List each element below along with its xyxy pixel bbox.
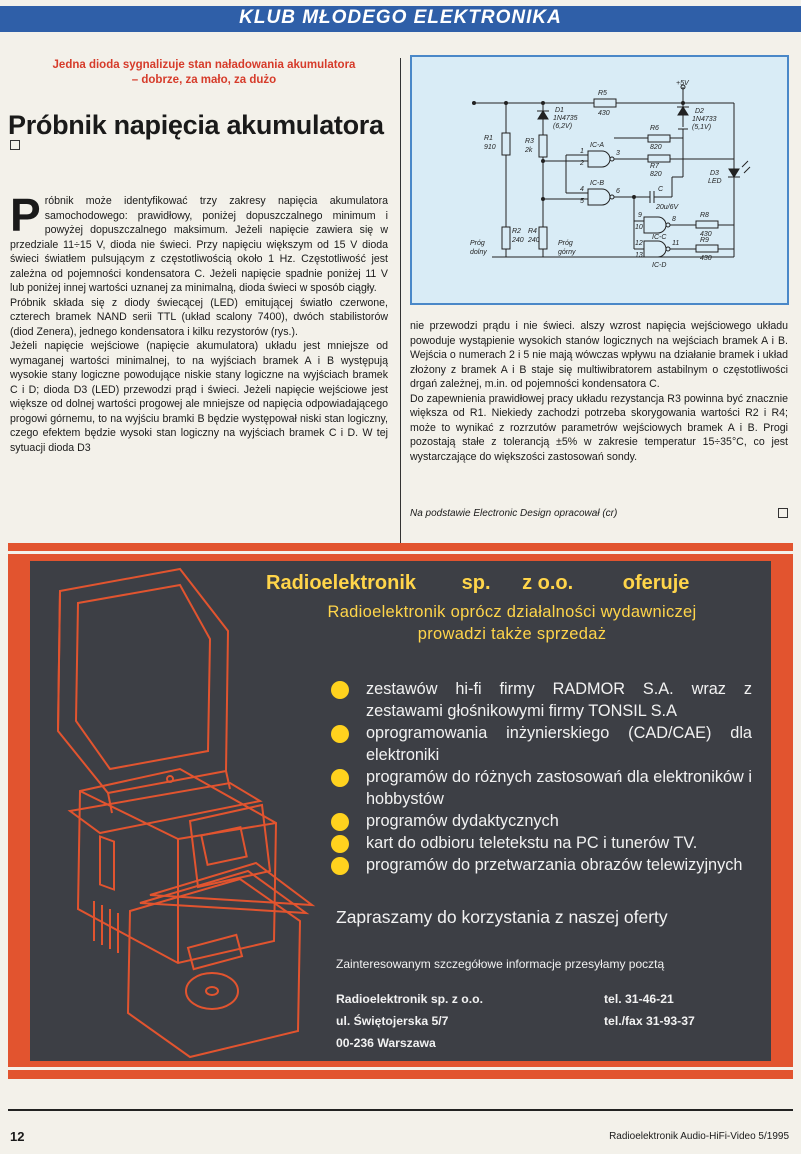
label-prog-gorny-2: górny — [558, 249, 576, 256]
label-r2: R2 — [512, 228, 521, 235]
bullet-icon — [331, 769, 349, 787]
advert-title-oferuje: oferuje — [622, 572, 690, 594]
label-r2-value: 240 — [512, 237, 524, 244]
footer-rule — [8, 1109, 793, 1111]
paragraph-2: Próbnik składa się z diody świecącej (LED) emitującej światło czerwone, czterech bramek NAND serii TTL (układ scalony 7400), dwóch stabilistorów (diod Zenera), jednego kondensatora i kilku rezystorów (rys.). — [10, 296, 388, 338]
advert-title-company: Radioelektronik — [266, 572, 417, 594]
advert-invitation: Zapraszamy do korzystania z naszej oferty — [336, 907, 668, 927]
label-r1: R1 — [484, 135, 493, 142]
list-item: oprogramowania inżynierskiego (CAD/CAE) dla elektroniki — [338, 723, 752, 767]
article-lead — [8, 58, 400, 88]
list-item: programów do przetwarzania obrazów telewizyjnych — [338, 855, 752, 899]
paragraph-5: Do zapewnienia prawidłowej pracy układu rezystancja R3 powinna być znacznie większa od R1. Niekiedy zachodzi potrzeba skorygowania wartości R2 i R4; może to wynikać z rozrzutów parametrów wejściowych bramek A i B. Progi pozostają stałe z tolerancją ±5% w zakresie temperatur 15÷35°C, co jest wystarczające do większości zastosowań sondy. — [410, 392, 788, 463]
paragraph-3: Jeżeli napięcie wejściowe (napięcie akumulatora) układu jest mniejsze od wymaganej wartości minimalnej, to na wyjściach bramek A i B występują wysokie stany logiczne powodujące niskie stany logiczne na wyjściach bramek C i D; dioda D3 (LED) przewodzi prąd i świeci. Jeżeli napięcie wejściowe jest większe od dolnej wartości progowej ale mniejsze od napięcia odpowiadającego progowi górnemu, to na wyjściu bramki B będzie występował niski stan logiczny, czego efektem będzie wysoki stan logiczny na wyjściach bramek C i D. W tej sytuacji dioda D3 — [10, 340, 388, 454]
advert-offer-list — [338, 679, 752, 899]
advert-title — [266, 572, 746, 595]
bullet-icon — [331, 725, 349, 743]
advert-title-sp: sp. — [461, 572, 491, 594]
advert-top-stripe — [8, 551, 793, 554]
label-prog-gorny-1: Próg — [558, 240, 573, 247]
pin-4: 4 — [580, 186, 584, 193]
paragraph-1: Próbnik może identyfikować trzy zakresy napięcia akumulatora samochodowego: prawidłowy, poniżej dopuszczalnego minimum i powyżej dopuszczalnego maksimum. Jeżeli napięcie zawiera się w przedziale 11÷15 V, dioda nie świeci. Przy napięciu większym od 15 V dioda świeci światłem pulsującym z częstotliwością około 1 Hz. Częstotliwość jest zależna od pojemności kondensatora C. Jeżeli napięcie spadnie poniżej 11 V lub poniżej innej wartości uznanej za minimalną, dioda świeci w sposób ciągły. — [10, 189, 388, 294]
pin-13: 13 — [635, 252, 643, 259]
publication-name: Radioelektronik Audio-HiFi-Video 5/1995 — [609, 1131, 789, 1142]
advert-subtitle-line-2: prowadzi także sprzedaż — [417, 625, 607, 643]
circuit-schematic — [410, 55, 789, 305]
pin-2: 2 — [580, 160, 584, 167]
label-prog-dolny-2: dolny — [470, 249, 487, 256]
label-d3: D3 — [710, 170, 719, 177]
pin-6: 6 — [616, 188, 620, 195]
bullet-icon — [331, 835, 349, 853]
bullet-icon — [331, 813, 349, 831]
advert-phones — [604, 988, 695, 1032]
address-line-3: 00-236 Warszawa — [336, 1036, 436, 1050]
label-ic-b: IC-B — [590, 180, 604, 187]
label-ic-a: IC-A — [590, 142, 604, 149]
label-ic-c: IC-C — [652, 234, 667, 241]
advert-info: Zainteresowanym szczegółowe informacje przesyłamy pocztą — [336, 957, 665, 971]
phone-line-1: tel. 31-46-21 — [604, 992, 674, 1006]
label-d1-type: 1N4735 — [553, 115, 578, 122]
drop-cap: P — [10, 189, 41, 241]
label-d1: D1 — [555, 107, 564, 114]
address-line-1: Radioelektronik sp. z o.o. — [336, 992, 483, 1006]
advert-address — [336, 988, 483, 1054]
label-c-value: 20u/6V — [656, 204, 679, 211]
label-r9-value: 430 — [700, 255, 712, 262]
phone-line-2: tel./fax 31-93-37 — [604, 1014, 695, 1028]
article-right-column — [410, 319, 788, 464]
list-item: zestawów hi-fi firmy RADMOR S.A. wraz z zestawami głośnikowymi firmy TONSIL S.A — [338, 679, 752, 723]
label-r8-value: 430 — [700, 231, 712, 238]
article-left-column — [10, 189, 388, 455]
pin-8: 8 — [672, 216, 676, 223]
label-d2-voltage: (5,1V) — [692, 124, 712, 131]
advert-subtitle-line-1: Radioelektronik oprócz działalności wydawniczej — [327, 603, 697, 621]
advert-title-zoo: z o.o. — [522, 572, 574, 594]
list-item: kart do odbioru teletekstu na PC i tunerów TV. — [338, 833, 752, 855]
advert-subtitle — [266, 601, 758, 645]
page-number: 12 — [10, 1129, 25, 1144]
list-item: programów dydaktycznych — [338, 811, 752, 833]
label-r4: R4 — [528, 228, 537, 235]
label-r6-value: 820 — [650, 144, 662, 151]
label-c: C — [658, 186, 664, 193]
label-r9: R9 — [700, 237, 709, 244]
label-plus5v: +5V — [676, 80, 689, 87]
label-r5: R5 — [598, 90, 607, 97]
address-line-2: ul. Świętojerska 5/7 — [336, 1014, 449, 1028]
label-r5-value: 430 — [598, 110, 610, 117]
label-led: LED — [708, 178, 722, 185]
section-header-title: KLUB MŁODEGO ELEKTRONIKA — [239, 7, 562, 28]
pin-3: 3 — [616, 150, 620, 157]
label-r1-value: 910 — [484, 144, 496, 151]
pin-10: 10 — [635, 224, 643, 231]
label-r4-value: 240 — [528, 237, 540, 244]
pin-11: 11 — [672, 240, 680, 247]
advert-bottom-stripe — [8, 1067, 793, 1070]
label-r3: R3 — [525, 138, 534, 145]
label-r7-value: 820 — [650, 171, 662, 178]
schematic-svg — [412, 57, 787, 303]
label-d2-type: 1N4733 — [692, 116, 717, 123]
label-ic-d: IC-D — [652, 262, 667, 269]
pin-5: 5 — [580, 198, 584, 205]
lead-line-1: Jedna dioda sygnalizuje stan naładowania akumulatora — [52, 59, 356, 71]
column-divider — [400, 58, 401, 543]
title-square-marker — [10, 140, 20, 150]
label-d1-voltage: (6,2V) — [553, 123, 573, 130]
pin-1: 1 — [580, 148, 584, 155]
article-credit: Na podstawie Electronic Design opracował (cr) — [410, 508, 618, 519]
bullet-icon — [331, 857, 349, 875]
article-title: Próbnik napięcia akumulatora — [8, 110, 384, 140]
label-prog-dolny-1: Próg — [470, 240, 485, 247]
label-r7: R7 — [650, 163, 659, 170]
label-r8: R8 — [700, 212, 709, 219]
label-r6: R6 — [650, 125, 659, 132]
pin-12: 12 — [635, 240, 643, 247]
end-square-marker — [778, 508, 788, 518]
bullet-icon — [331, 681, 349, 699]
label-r3-value: 2k — [525, 147, 533, 154]
pin-9: 9 — [638, 212, 642, 219]
paragraph-4: nie przewodzi prądu i nie świeci. alszy wzrost napięcia wejściowego układu powoduje wystąpienie wysokich stanów logicznych na wejściach bramek A i B. Wejścia o numerach 2 i 5 nie mają wówczas wpływu na działanie bramek i układ złożony z bramek A i B staje się multiwibratorem astabilnym o częstotliwości drgań zależnej, m.in. od pojemności kondensatora C. — [410, 320, 788, 390]
lead-line-2: – dobrze, za mało, za dużo — [131, 74, 277, 86]
label-d2: D2 — [695, 108, 704, 115]
list-item: programów do różnych zastosowań dla elektroników i hobbystów — [338, 767, 752, 811]
